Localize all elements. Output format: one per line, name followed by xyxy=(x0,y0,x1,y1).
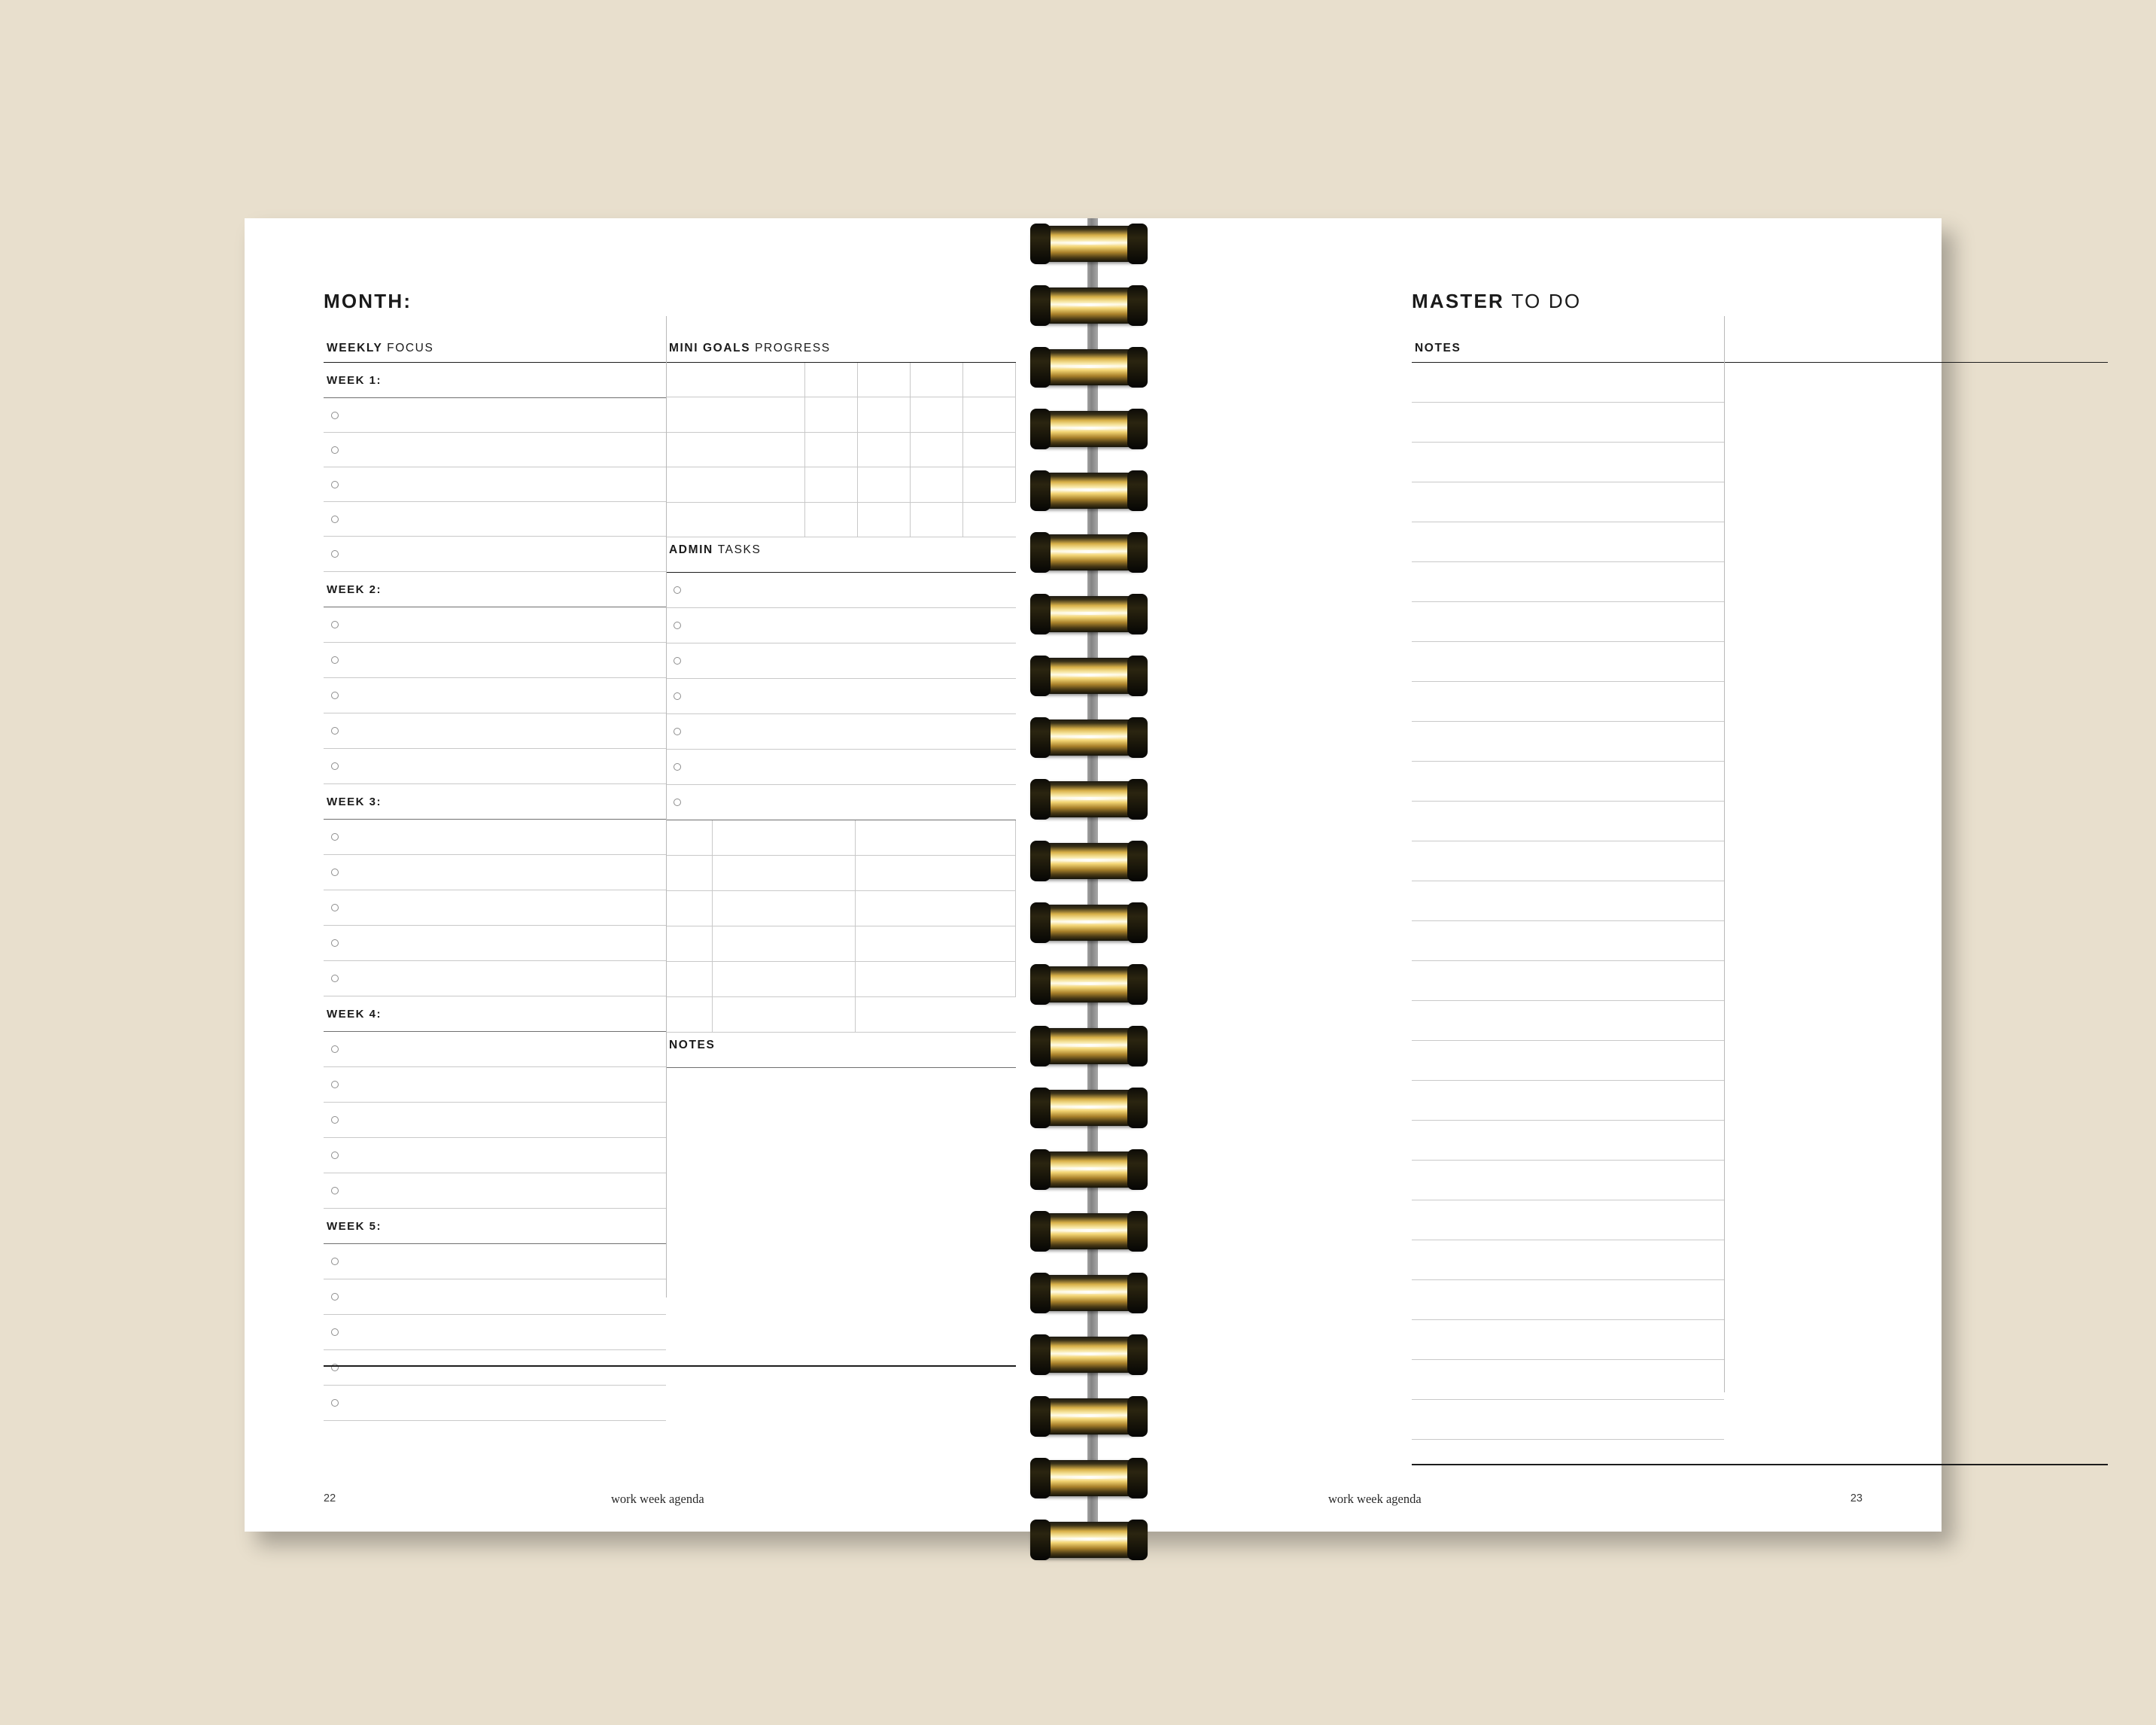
week-label-1: WEEK 1: xyxy=(327,374,382,387)
bullet-icon xyxy=(331,975,339,982)
bullet-icon xyxy=(331,1081,339,1088)
focus-line-2-4[interactable] xyxy=(324,713,666,749)
focus-line-1-5[interactable] xyxy=(324,537,666,572)
note-line-1[interactable] xyxy=(1412,363,1724,403)
coil-highlight xyxy=(1057,427,1121,430)
progress-cell[interactable] xyxy=(805,467,858,502)
progress-cell[interactable] xyxy=(911,467,963,502)
focus-line-5-4[interactable] xyxy=(324,1350,666,1386)
focus-line-1-4[interactable] xyxy=(324,502,666,537)
week-row-5[interactable] xyxy=(324,1209,666,1244)
note-line-25[interactable] xyxy=(1412,1320,1724,1360)
weekly-focus-column xyxy=(324,363,666,1421)
focus-line-1-3[interactable] xyxy=(324,467,666,502)
spiral-coil xyxy=(1032,411,1146,447)
progress-cell[interactable] xyxy=(805,397,858,432)
note-line-17[interactable] xyxy=(1412,1001,1724,1041)
coil-highlight xyxy=(1057,1044,1121,1047)
note-line-26[interactable] xyxy=(1412,1360,1724,1400)
footer-caption-left: work week agenda xyxy=(611,1492,704,1506)
grid-cell[interactable] xyxy=(713,891,856,926)
progress-cell[interactable] xyxy=(805,503,858,537)
grid-cell[interactable] xyxy=(713,820,856,856)
admin-tasks-bold: ADMIN xyxy=(669,543,713,556)
admin-task-line-5[interactable] xyxy=(666,714,1016,750)
focus-line-4-3[interactable] xyxy=(324,1103,666,1138)
page-title-month xyxy=(324,290,1016,313)
focus-line-4-1[interactable] xyxy=(324,1032,666,1067)
bullet-icon xyxy=(331,1045,339,1053)
spiral-coil xyxy=(1032,226,1146,262)
note-line-4[interactable] xyxy=(1412,482,1724,522)
progress-cell[interactable] xyxy=(666,397,805,432)
progress-cell[interactable] xyxy=(666,433,805,467)
grid-cell[interactable] xyxy=(666,962,713,997)
page-title-bold: MONTH: xyxy=(324,290,412,312)
bullet-icon xyxy=(331,692,339,699)
focus-line-1-2[interactable] xyxy=(324,433,666,467)
spiral-coil xyxy=(1032,720,1146,756)
bullet-icon xyxy=(674,657,681,665)
master-todo-bold: MASTER xyxy=(1412,290,1504,312)
footer-caption-right: work week agenda xyxy=(1328,1492,1422,1506)
admin-task-line-4[interactable] xyxy=(666,679,1016,714)
coil-highlight xyxy=(1057,674,1121,677)
bullet-icon xyxy=(331,621,339,628)
progress-cell[interactable] xyxy=(963,433,1016,467)
coil-highlight xyxy=(1057,1352,1121,1355)
spiral-coil xyxy=(1032,1028,1146,1064)
bullet-icon xyxy=(331,412,339,419)
focus-line-5-3[interactable] xyxy=(324,1315,666,1350)
grid-cell[interactable] xyxy=(666,856,713,891)
section-header-mini-goals xyxy=(666,342,1016,363)
coil-highlight xyxy=(1057,1229,1121,1232)
mini-goals-progress-grid[interactable] xyxy=(666,363,1016,537)
grid-cell[interactable] xyxy=(713,997,856,1033)
focus-line-3-4[interactable] xyxy=(324,926,666,961)
spiral-coil xyxy=(1032,1152,1146,1188)
progress-cell[interactable] xyxy=(666,467,805,502)
week-label-3: WEEK 3: xyxy=(327,796,382,808)
note-line-18[interactable] xyxy=(1412,1041,1724,1081)
weekly-focus-bold: WEEKLY xyxy=(327,342,383,354)
bullet-icon xyxy=(331,1187,339,1194)
admin-task-line-1[interactable] xyxy=(666,573,1016,608)
spiral-coil xyxy=(1032,1337,1146,1373)
left-body xyxy=(324,363,1016,1421)
bullet-icon xyxy=(674,799,681,806)
mini-goals-column xyxy=(666,363,1016,1421)
note-line-24[interactable] xyxy=(1412,1280,1724,1320)
section-header-admin-tasks xyxy=(666,537,1016,573)
focus-line-2-1[interactable] xyxy=(324,607,666,643)
page-number-left: 22 xyxy=(324,1492,336,1504)
left-page-column-divider xyxy=(666,316,667,1298)
week-row-2[interactable] xyxy=(324,572,666,607)
coil-highlight xyxy=(1057,365,1121,368)
progress-cell[interactable] xyxy=(963,363,1016,397)
right-page-content xyxy=(1412,290,2108,1440)
note-line-20[interactable] xyxy=(1412,1121,1724,1161)
progress-cell[interactable] xyxy=(963,467,1016,502)
coil-highlight xyxy=(1057,303,1121,306)
focus-line-3-1[interactable] xyxy=(324,820,666,855)
bullet-icon xyxy=(331,1258,339,1265)
progress-cell[interactable] xyxy=(963,397,1016,432)
bullet-icon xyxy=(331,481,339,488)
bullet-icon xyxy=(331,1399,339,1407)
week-row-3[interactable] xyxy=(324,784,666,820)
left-page xyxy=(245,218,1093,1532)
spiral-binding xyxy=(1032,226,1156,1535)
spiral-coil xyxy=(1032,905,1146,941)
mini-goals-bold: MINI GOALS xyxy=(669,342,751,354)
focus-line-2-2[interactable] xyxy=(324,643,666,678)
spiral-coil xyxy=(1032,1213,1146,1249)
spiral-coil xyxy=(1032,596,1146,632)
spiral-coil xyxy=(1032,658,1146,694)
focus-line-2-3[interactable] xyxy=(324,678,666,713)
coil-highlight xyxy=(1057,242,1121,245)
progress-cell[interactable] xyxy=(805,433,858,467)
notes-right-bold: NOTES xyxy=(1415,342,1461,354)
grid-cell[interactable] xyxy=(856,997,1016,1033)
coil-highlight xyxy=(1057,982,1121,985)
bullet-icon xyxy=(331,904,339,911)
week-label-2: WEEK 2: xyxy=(327,583,382,596)
left-page-content xyxy=(324,290,1016,1421)
grid-cell[interactable] xyxy=(856,891,1016,926)
grid-cell[interactable] xyxy=(713,962,856,997)
focus-line-5-2[interactable] xyxy=(324,1279,666,1315)
grid-cell[interactable] xyxy=(713,926,856,962)
admin-task-line-2[interactable] xyxy=(666,608,1016,643)
note-line-10[interactable] xyxy=(1412,722,1724,762)
notes-left-line-2[interactable] xyxy=(666,1103,1016,1139)
bullet-icon xyxy=(331,656,339,664)
note-line-27[interactable] xyxy=(1412,1400,1724,1440)
spiral-coil xyxy=(1032,1460,1146,1496)
bullet-icon xyxy=(674,728,681,735)
admin-task-line-7[interactable] xyxy=(666,785,1016,820)
notes-left-line-4[interactable] xyxy=(666,1174,1016,1209)
bullet-icon xyxy=(331,516,339,523)
progress-cell[interactable] xyxy=(911,397,963,432)
note-line-6[interactable] xyxy=(1412,562,1724,602)
grid-cell[interactable] xyxy=(856,820,1016,856)
bullet-icon xyxy=(331,762,339,770)
note-line-2[interactable] xyxy=(1412,403,1724,443)
bullet-icon xyxy=(674,586,681,594)
progress-cell[interactable] xyxy=(911,433,963,467)
grid-cell[interactable] xyxy=(856,856,1016,891)
grid-cell[interactable] xyxy=(856,926,1016,962)
note-line-8[interactable] xyxy=(1412,642,1724,682)
grid-cell[interactable] xyxy=(666,820,713,856)
bullet-icon xyxy=(331,446,339,454)
progress-cell[interactable] xyxy=(963,503,1016,537)
admin-task-line-6[interactable] xyxy=(666,750,1016,785)
notes-lined-column xyxy=(1412,363,1724,1440)
focus-line-4-2[interactable] xyxy=(324,1067,666,1103)
coil-highlight xyxy=(1057,1414,1121,1417)
right-page-column-divider xyxy=(1724,316,1725,1392)
notes-left-bold: NOTES xyxy=(669,1038,716,1051)
spiral-coil xyxy=(1032,534,1146,570)
right-page xyxy=(1093,218,1942,1532)
coil-highlight xyxy=(1057,859,1121,862)
note-line-13[interactable] xyxy=(1412,841,1724,881)
page-number-right: 23 xyxy=(1850,1492,1863,1504)
progress-cell[interactable] xyxy=(858,433,911,467)
section-header-weekly-focus xyxy=(324,342,666,363)
week-label-4: WEEK 4: xyxy=(327,1008,382,1021)
progress-cell[interactable] xyxy=(858,467,911,502)
mini-goals-light: PROGRESS xyxy=(755,342,831,354)
coil-highlight xyxy=(1057,1538,1121,1541)
note-line-23[interactable] xyxy=(1412,1240,1724,1280)
coil-highlight xyxy=(1057,735,1121,738)
coil-highlight xyxy=(1057,1291,1121,1294)
grid-cell[interactable] xyxy=(666,926,713,962)
note-line-11[interactable] xyxy=(1412,762,1724,802)
focus-line-5-1[interactable] xyxy=(324,1244,666,1279)
note-line-21[interactable] xyxy=(1412,1161,1724,1200)
week-row-4[interactable] xyxy=(324,996,666,1032)
focus-line-5-5[interactable] xyxy=(324,1386,666,1421)
coil-highlight xyxy=(1057,488,1121,491)
admin-task-line-3[interactable] xyxy=(666,643,1016,679)
mini-goals-secondary-grid[interactable] xyxy=(666,820,1016,1033)
spiral-coil xyxy=(1032,349,1146,385)
bullet-icon xyxy=(331,550,339,558)
progress-cell[interactable] xyxy=(911,363,963,397)
note-line-22[interactable] xyxy=(1412,1200,1724,1240)
spiral-coil xyxy=(1032,288,1146,324)
progress-cell[interactable] xyxy=(805,363,858,397)
progress-cell[interactable] xyxy=(858,397,911,432)
focus-line-4-4[interactable] xyxy=(324,1138,666,1173)
bullet-icon xyxy=(331,1116,339,1124)
coil-highlight xyxy=(1057,920,1121,923)
section-header-notes-right xyxy=(1412,342,2108,363)
coil-highlight xyxy=(1057,797,1121,800)
grid-cell[interactable] xyxy=(666,891,713,926)
coil-highlight xyxy=(1057,1106,1121,1109)
bullet-icon xyxy=(331,1152,339,1159)
spiral-coil xyxy=(1032,781,1146,817)
left-page-bottom-rule xyxy=(324,1365,1016,1367)
admin-tasks-light: TASKS xyxy=(717,543,762,556)
spiral-coil xyxy=(1032,1398,1146,1434)
coil-highlight xyxy=(1057,612,1121,615)
note-line-16[interactable] xyxy=(1412,961,1724,1001)
page-title-master-todo xyxy=(1412,290,2108,313)
note-line-19[interactable] xyxy=(1412,1081,1724,1121)
note-line-9[interactable] xyxy=(1412,682,1724,722)
bullet-icon xyxy=(331,869,339,876)
grid-cell[interactable] xyxy=(856,962,1016,997)
focus-line-4-5[interactable] xyxy=(324,1173,666,1209)
spiral-coil xyxy=(1032,1090,1146,1126)
focus-line-3-2[interactable] xyxy=(324,855,666,890)
note-line-5[interactable] xyxy=(1412,522,1724,562)
bullet-icon xyxy=(331,727,339,735)
focus-line-1-1[interactable] xyxy=(324,398,666,433)
note-line-7[interactable] xyxy=(1412,602,1724,642)
grid-cell[interactable] xyxy=(666,997,713,1033)
spiral-coil xyxy=(1032,473,1146,509)
week-label-5: WEEK 5: xyxy=(327,1220,382,1233)
bullet-icon xyxy=(331,1328,339,1336)
section-header-notes-left xyxy=(666,1033,1016,1068)
progress-cell[interactable] xyxy=(858,503,911,537)
progress-cell[interactable] xyxy=(858,363,911,397)
bullet-icon xyxy=(331,1293,339,1301)
bullet-icon xyxy=(674,763,681,771)
coil-highlight xyxy=(1057,550,1121,553)
bullet-icon xyxy=(674,622,681,629)
spiral-coil xyxy=(1032,966,1146,1002)
bullet-icon xyxy=(331,833,339,841)
note-line-3[interactable] xyxy=(1412,443,1724,482)
weekly-focus-light: FOCUS xyxy=(387,342,434,354)
focus-line-3-3[interactable] xyxy=(324,890,666,926)
grid-cell[interactable] xyxy=(713,856,856,891)
notes-left-line-1[interactable] xyxy=(666,1068,1016,1103)
spiral-coil xyxy=(1032,843,1146,879)
note-line-15[interactable] xyxy=(1412,921,1724,961)
left-headers-row xyxy=(324,342,1016,363)
focus-line-2-5[interactable] xyxy=(324,749,666,784)
progress-cell[interactable] xyxy=(911,503,963,537)
progress-cell[interactable] xyxy=(666,503,805,537)
bullet-icon xyxy=(674,692,681,700)
bullet-icon xyxy=(331,939,339,947)
notes-body xyxy=(1412,363,2108,1440)
progress-cell[interactable] xyxy=(666,363,805,397)
master-todo-light: TO DO xyxy=(1511,290,1582,312)
right-page-bottom-rule xyxy=(1412,1464,2108,1465)
week-row-1[interactable] xyxy=(324,363,666,398)
coil-highlight xyxy=(1057,1476,1121,1479)
note-line-14[interactable] xyxy=(1412,881,1724,921)
focus-line-3-5[interactable] xyxy=(324,961,666,996)
note-line-12[interactable] xyxy=(1412,802,1724,841)
notes-blank-column[interactable] xyxy=(1724,363,2108,1440)
coil-highlight xyxy=(1057,1167,1121,1170)
notes-left-line-3[interactable] xyxy=(666,1139,1016,1174)
spiral-coil xyxy=(1032,1275,1146,1311)
spiral-coil xyxy=(1032,1522,1146,1558)
